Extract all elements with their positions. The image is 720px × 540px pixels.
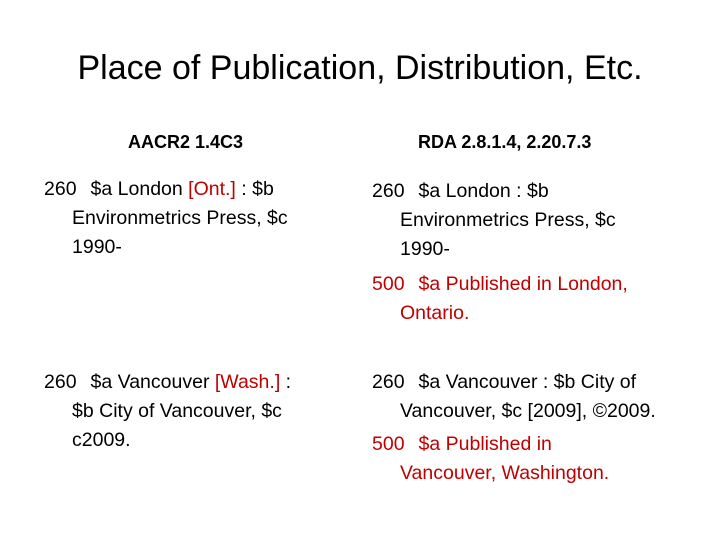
field-tag: 500 xyxy=(372,273,405,295)
subfield-b: : xyxy=(280,371,292,393)
aacr2-entry-260-vancouver xyxy=(44,368,291,455)
subfield-a: $a Published in London, xyxy=(418,273,628,295)
bracketed-place: [Ont.] xyxy=(188,178,236,200)
field-tag: 260 xyxy=(44,371,77,393)
entry-line-1 xyxy=(44,368,291,397)
field-tag: 260 xyxy=(372,180,405,202)
field-tag: 260 xyxy=(372,371,405,393)
entry-line-1 xyxy=(372,270,628,299)
entry-line-2: Vancouver, $c [2009], ©2009. xyxy=(400,400,656,422)
field-tag: 500 xyxy=(372,433,405,455)
entry-line-3: 1990- xyxy=(400,238,450,260)
subfield-a: $a Vancouver : $b City of xyxy=(418,371,637,393)
entry-line-2: Ontario. xyxy=(400,302,470,324)
rda-entry-500-vancouver xyxy=(372,430,609,488)
rda-entry-500-london xyxy=(372,270,628,328)
entry-line-3: c2009. xyxy=(72,429,131,451)
aacr2-entry-260-london xyxy=(44,175,288,262)
entry-line-2: Environmetrics Press, $c xyxy=(400,209,616,231)
entry-line-1 xyxy=(372,177,616,206)
subfield-a: $a London : $b xyxy=(418,180,549,202)
subfield-a: $a Vancouver xyxy=(90,371,215,393)
entry-line-1 xyxy=(372,430,609,459)
aacr2-heading: AACR2 1.4C3 xyxy=(128,132,244,152)
subfield-a: $a Published in xyxy=(418,433,552,455)
rda-entry-260-vancouver xyxy=(372,368,656,426)
entry-line-3: 1990- xyxy=(72,236,122,258)
slide-title: Place of Publication, Distribution, Etc. xyxy=(77,49,643,87)
entry-line-2: Environmetrics Press, $c xyxy=(72,207,288,229)
rda-entry-260-london xyxy=(372,177,616,264)
subfield-a: $a London xyxy=(90,178,189,200)
entry-line-2: $b City of Vancouver, $c xyxy=(72,400,282,422)
field-tag: 260 xyxy=(44,178,77,200)
subfield-b: : $b xyxy=(235,178,274,200)
entry-line-2: Vancouver, Washington. xyxy=(400,462,610,484)
bracketed-place: [Wash.] xyxy=(214,371,281,393)
rda-heading: RDA 2.8.1.4, 2.20.7.3 xyxy=(418,132,592,152)
entry-line-1 xyxy=(44,175,288,204)
entry-line-1 xyxy=(372,368,656,397)
